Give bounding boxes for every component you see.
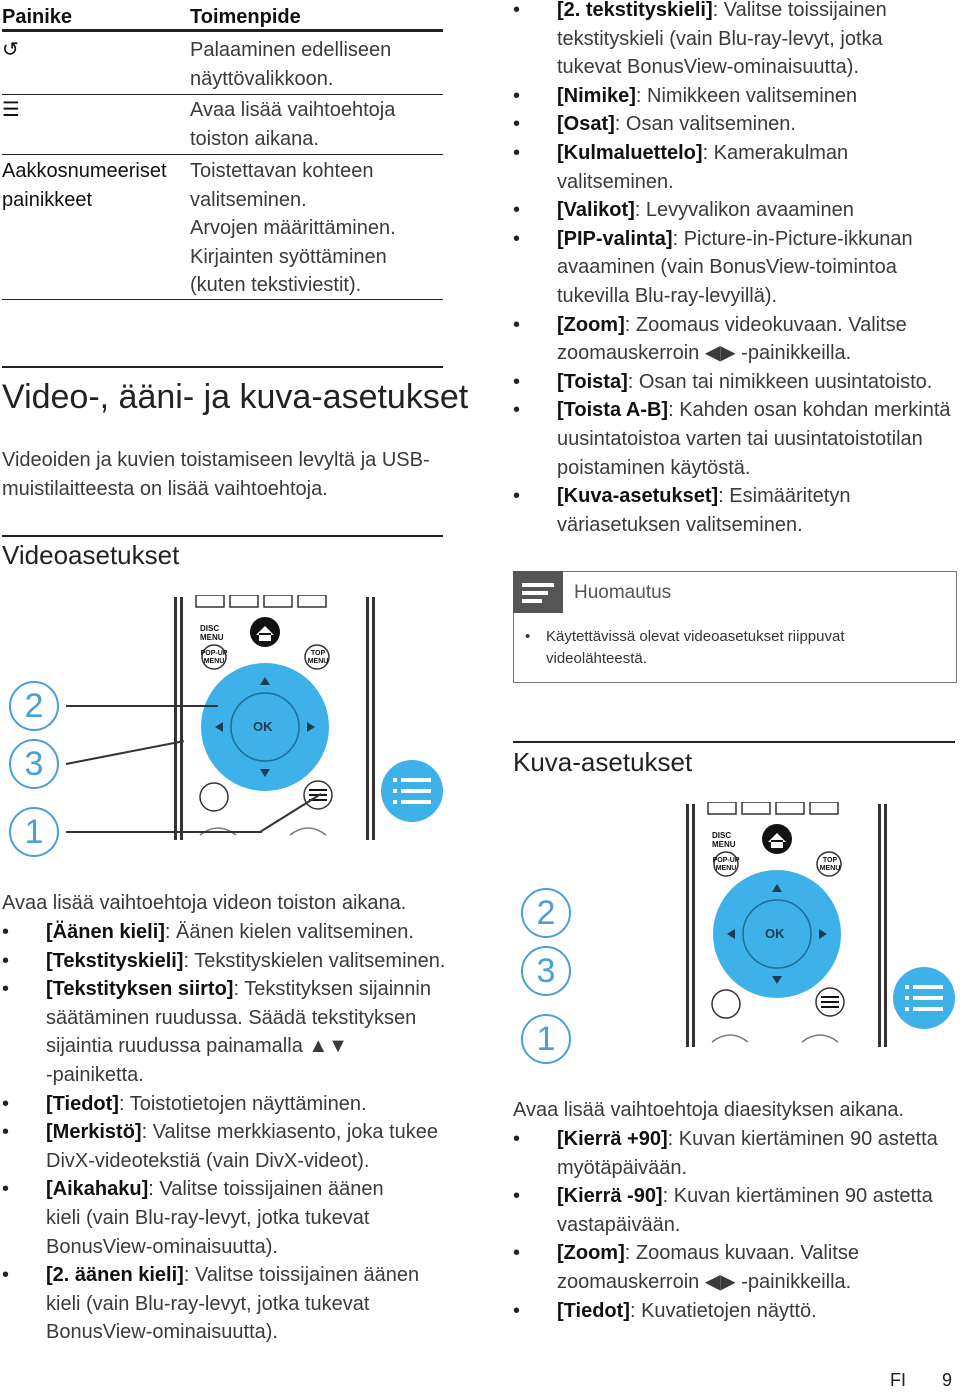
table-row-divider bbox=[2, 94, 443, 95]
table-row-divider bbox=[2, 154, 443, 155]
list-item: • [Tiedot]: Toistotietojen näyttäminen. bbox=[2, 1090, 447, 1119]
list-item: • [Merkistö]: Valitse merkkiasento, joka tukee DivX-videotekstiä (vain DivX-videot). bbox=[2, 1118, 447, 1175]
top-menu-label: TOP MENU bbox=[307, 650, 329, 665]
note-bullet: • bbox=[525, 628, 531, 645]
options-menu-icon bbox=[893, 967, 955, 1029]
table-bottom-rule bbox=[2, 299, 443, 300]
list-item: • [2. tekstityskieli]: Valitse toissijainen tekstityskieli (vain Blu-ray-levyt, jotka tukevat BonusView-ominaisuutta). bbox=[513, 0, 958, 82]
list-item: • [Tekstityskieli]: Tekstityskielen valitseminen. bbox=[2, 947, 447, 976]
list-item: • [Kuva-asetukset]: Esimääritetyn väriasetuksen valitseminen. bbox=[513, 482, 958, 539]
list-item: • [Aikahaku]: Valitse toissijainen äänen kieli (vain Blu-ray-levyt, jotka tukevat BonusView-ominaisuutta). bbox=[2, 1175, 447, 1261]
disc-menu-label: DISC MENU bbox=[712, 831, 736, 849]
table-row-button: Aakkosnumeeriset painikkeet bbox=[2, 160, 167, 211]
list-item: • [Toista]: Osan tai nimikkeen uusintatoisto. bbox=[513, 368, 958, 397]
video-options-list bbox=[2, 918, 447, 1347]
callout-2: 2 bbox=[521, 888, 571, 938]
disc-menu-label: DISC MENU bbox=[200, 624, 224, 642]
subsection-rule bbox=[513, 741, 955, 743]
back-icon: ↺ bbox=[2, 39, 19, 61]
callout-3: 3 bbox=[9, 739, 59, 789]
subsection-rule bbox=[2, 535, 443, 537]
section-title: Video-, ääni- ja kuva-asetukset bbox=[2, 378, 469, 416]
list-item: • [Kulmaluettelo]: Kamerakulman valitseminen. bbox=[513, 139, 958, 196]
video-intro: Avaa lisää vaihtoehtoja videon toiston aikana. bbox=[2, 892, 407, 914]
options-menu-icon bbox=[381, 760, 443, 822]
callout-1: 1 bbox=[521, 1014, 571, 1064]
video-options-list-continued bbox=[513, 0, 958, 539]
popup-menu-label: POP-UP MENU bbox=[712, 857, 740, 872]
video-settings-title: Videoasetukset bbox=[2, 540, 180, 570]
table-row-action: Toistettavan kohteen valitseminen. Arvojen määrittäminen. Kirjainten syöttäminen (kuten tekstiviestit). bbox=[190, 160, 396, 297]
table-row-action: Palaaminen edelliseen näyttövalikkoon. bbox=[190, 39, 392, 90]
list-item: • [Valikot]: Levyvalikon avaaminen bbox=[513, 196, 958, 225]
list-item: • [Toista A-B]: Kahden osan kohdan merkintä uusintatoistoa varten tai uusintatoistotilan poistaminen käytöstä. bbox=[513, 396, 958, 482]
note-icon bbox=[513, 571, 563, 613]
page-number: 9 bbox=[942, 1370, 953, 1390]
picture-options-list bbox=[513, 1125, 958, 1325]
list-item: • [Nimike]: Nimikkeen valitseminen bbox=[513, 82, 958, 111]
options-menu-icon: ☰ bbox=[2, 99, 20, 121]
section-intro: Videoiden ja kuvien toistamiseen levyltä ja USB- muistilaitteesta on lisää vaihtoehtoja. bbox=[2, 449, 430, 500]
callout-1: 1 bbox=[9, 807, 59, 857]
table-col2-header: Toimenpide bbox=[190, 6, 301, 28]
picture-settings-title: Kuva-asetukset bbox=[513, 747, 693, 777]
list-item: • [Äänen kieli]: Äänen kielen valitseminen. bbox=[2, 918, 447, 947]
list-item: • [Osat]: Osan valitseminen. bbox=[513, 110, 958, 139]
callout-leader bbox=[66, 705, 218, 707]
ok-button-label: OK bbox=[253, 719, 273, 734]
note-text: Käytettävissä olevat videoasetukset riippuvat videolähteestä. bbox=[546, 628, 845, 667]
page-language: FI bbox=[890, 1370, 906, 1390]
popup-menu-label: POP-UP MENU bbox=[200, 650, 228, 665]
ok-button-label: OK bbox=[765, 926, 785, 941]
top-menu-label: TOP MENU bbox=[819, 857, 841, 872]
list-item: • [Kierrä +90]: Kuvan kiertäminen 90 astetta myötäpäivään. bbox=[513, 1125, 958, 1182]
callout-leader bbox=[66, 740, 184, 765]
table-row-action: Avaa lisää vaihtoehtoja toiston aikana. bbox=[190, 99, 396, 150]
note-title: Huomautus bbox=[574, 582, 672, 603]
callout-leader bbox=[66, 831, 262, 833]
callout-3: 3 bbox=[521, 946, 571, 996]
section-rule bbox=[2, 366, 443, 368]
list-item: • [Tekstityksen siirto]: Tekstityksen sijainnin säätäminen ruudussa. Säädä tekstityksen sijaintia ruudussa painamalla ▲▼ -painiketta. bbox=[2, 975, 447, 1089]
list-item: • [Zoom]: Zoomaus kuvaan. Valitse zoomauskerroin ◀▶ -painikkeilla. bbox=[513, 1239, 958, 1296]
list-item: • [2. äänen kieli]: Valitse toissijainen äänen kieli (vain Blu-ray-levyt, jotka tukevat BonusView-ominaisuutta). bbox=[2, 1261, 447, 1347]
list-item: • [Zoom]: Zoomaus videokuvaan. Valitse zoomauskerroin ◀▶ -painikkeilla. bbox=[513, 311, 958, 368]
table-col1-header: Painike bbox=[2, 6, 73, 28]
picture-intro: Avaa lisää vaihtoehtoja diaesityksen aikana. bbox=[513, 1099, 904, 1121]
list-item: • [Tiedot]: Kuvatietojen näyttö. bbox=[513, 1297, 958, 1326]
list-item: • [Kierrä -90]: Kuvan kiertäminen 90 astetta vastapäivään. bbox=[513, 1182, 958, 1239]
callout-2: 2 bbox=[9, 681, 59, 731]
list-item: • [PIP-valinta]: Picture-in-Picture-ikkunan avaaminen (vain BonusView-toimintoa tukevilla Blu-ray-levyillä). bbox=[513, 225, 958, 311]
